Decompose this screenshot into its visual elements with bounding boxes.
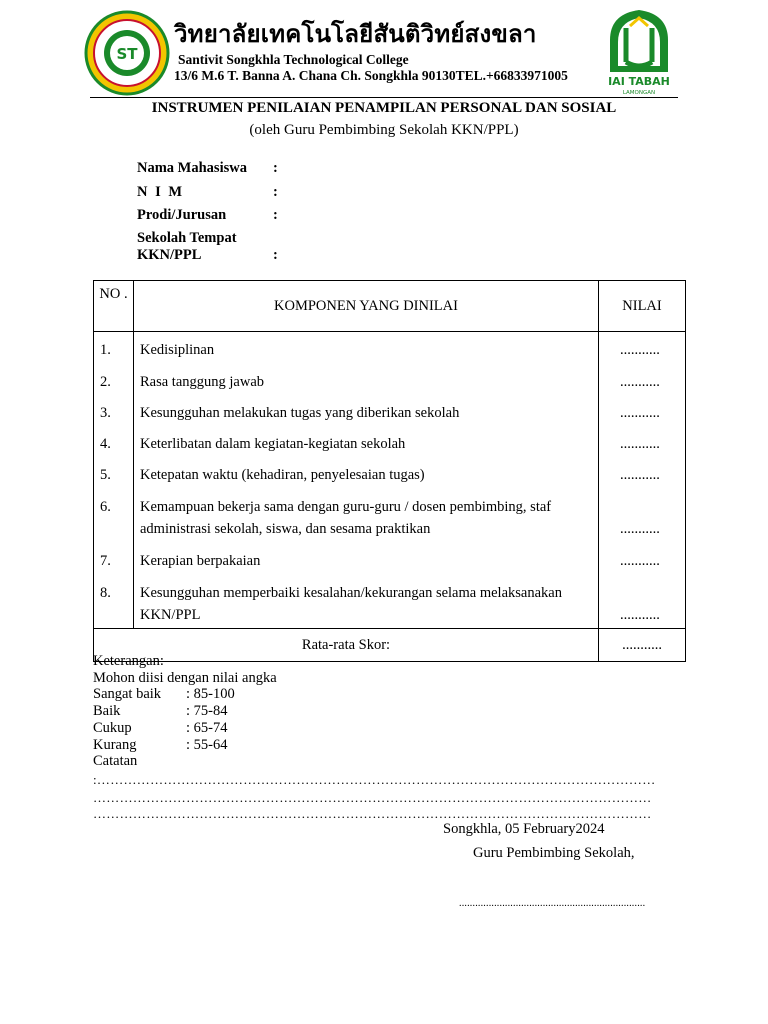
place-date: Songkhla, 05 February2024 bbox=[443, 821, 605, 837]
legend-label: Baik bbox=[93, 703, 121, 719]
legend-range: : 75-84 bbox=[186, 703, 228, 719]
score-field[interactable]: ........... bbox=[620, 553, 660, 569]
college-english-name: Santivit Songkhla Technological College bbox=[178, 52, 409, 67]
score-field[interactable]: ........... bbox=[620, 342, 660, 358]
row-text: Kerapian berpakaian bbox=[140, 553, 261, 569]
row-number: 2. bbox=[100, 374, 111, 390]
row-number: 6. bbox=[100, 499, 111, 515]
logo-initials: ST bbox=[116, 45, 138, 63]
logo-subtext: LAMONGAN bbox=[622, 90, 656, 96]
logo-text: IAI TABAH bbox=[608, 75, 670, 88]
legend-heading: Keterangan: bbox=[93, 653, 164, 669]
score-field[interactable]: ........... bbox=[620, 467, 660, 483]
college-thai-name: วิทยาลัยเทคโนโลยีสันติวิทย์สงขลา bbox=[174, 20, 537, 48]
signer-role: Guru Pembimbing Sekolah, bbox=[473, 845, 635, 861]
row-text: Kemampuan bekerja sama dengan guru-guru / dosen pembimbing, staf bbox=[140, 499, 552, 515]
score-field[interactable]: ........... bbox=[620, 374, 660, 390]
header-komponen: KOMPONEN YANG DINILAI bbox=[134, 281, 599, 332]
header-divider bbox=[90, 97, 678, 98]
notes-line[interactable]: ……………………………………………………………………………………………………………… bbox=[93, 790, 652, 805]
legend-label: Sangat baik bbox=[93, 686, 162, 702]
notes-label: Catatan bbox=[93, 753, 138, 769]
notes-line[interactable]: ……………………………………………………………………………………………………………… bbox=[93, 806, 652, 821]
row-number: 3. bbox=[100, 405, 111, 421]
legend-range: : 65-74 bbox=[186, 720, 228, 736]
row-text: Kedisiplinan bbox=[140, 342, 215, 358]
row-number: 1. bbox=[100, 342, 111, 358]
header-nilai: NILAI bbox=[599, 281, 686, 332]
field-label-sekolah: Sekolah Tempat bbox=[137, 230, 237, 246]
row-text: Kesungguhan memperbaiki kesalahan/kekurangan selama melaksanakan bbox=[140, 585, 562, 601]
legend-range: : 55-64 bbox=[186, 737, 228, 753]
table-footer-row bbox=[94, 629, 686, 662]
score-field[interactable]: ........... bbox=[620, 521, 660, 537]
komponen-column bbox=[134, 332, 599, 629]
legend-instruction: Mohon diisi dengan nilai angka bbox=[93, 670, 277, 686]
legend-label: Kurang bbox=[93, 737, 137, 753]
field-label-prodi: Prodi/Jurusan bbox=[137, 207, 227, 223]
field-colon-sekolah[interactable]: : bbox=[273, 247, 278, 263]
score-field[interactable]: ........... bbox=[620, 405, 660, 421]
field-colon-prodi[interactable]: : bbox=[273, 207, 278, 223]
assessment-table bbox=[93, 280, 686, 662]
legend-label: Cukup bbox=[93, 720, 132, 736]
score-field[interactable]: ........... bbox=[620, 436, 660, 452]
form-title: INSTRUMEN PENILAIAN PENAMPILAN PERSONAL DAN SOSIAL bbox=[151, 100, 617, 116]
field-label-nama: Nama Mahasiswa bbox=[137, 160, 247, 176]
field-label-kknppl: KKN/PPL bbox=[137, 247, 202, 263]
college-address: 13/6 M.6 T. Banna A. Chana Ch. Songkhla 90130TEL.+66833971005 bbox=[174, 68, 568, 83]
notes-line[interactable]: :……………………………………………………………………………………………………………… bbox=[93, 772, 656, 787]
field-label-nim: N I M bbox=[137, 184, 185, 200]
header-no: NO . bbox=[94, 281, 134, 332]
row-number: 7. bbox=[100, 553, 111, 569]
average-score-label: Rata-rata Skor: bbox=[94, 629, 599, 662]
row-number: 5. bbox=[100, 467, 111, 483]
legend-range: : 85-100 bbox=[186, 686, 235, 702]
average-score-field[interactable]: ........... bbox=[599, 629, 686, 662]
field-colon-nim[interactable]: : bbox=[273, 184, 278, 200]
row-text: Kesungguhan melakukan tugas yang diberikan sekolah bbox=[140, 405, 460, 421]
row-number: 4. bbox=[100, 436, 111, 452]
row-text: Ketepatan waktu (kehadiran, penyelesaian tugas) bbox=[140, 467, 425, 483]
college-logo bbox=[84, 10, 170, 96]
iai-tabah-logo bbox=[604, 6, 674, 98]
nilai-column bbox=[599, 332, 686, 629]
form-subtitle: (oleh Guru Pembimbing Sekolah KKN/PPL) bbox=[249, 122, 519, 138]
row-text: administrasi sekolah, siswa, dan sesama praktikan bbox=[140, 521, 431, 537]
field-colon-nama[interactable]: : bbox=[273, 160, 278, 176]
signature-line[interactable]: ..................................................................... bbox=[459, 898, 646, 909]
row-text: KKN/PPL bbox=[140, 607, 201, 623]
row-text: Keterlibatan dalam kegiatan-kegiatan sekolah bbox=[140, 436, 406, 452]
score-field[interactable]: ........... bbox=[620, 607, 660, 623]
table-header-row bbox=[94, 281, 686, 332]
row-number: 8. bbox=[100, 585, 111, 601]
table-body bbox=[94, 332, 686, 629]
no-column bbox=[94, 332, 134, 629]
row-text: Rasa tanggung jawab bbox=[140, 374, 265, 390]
